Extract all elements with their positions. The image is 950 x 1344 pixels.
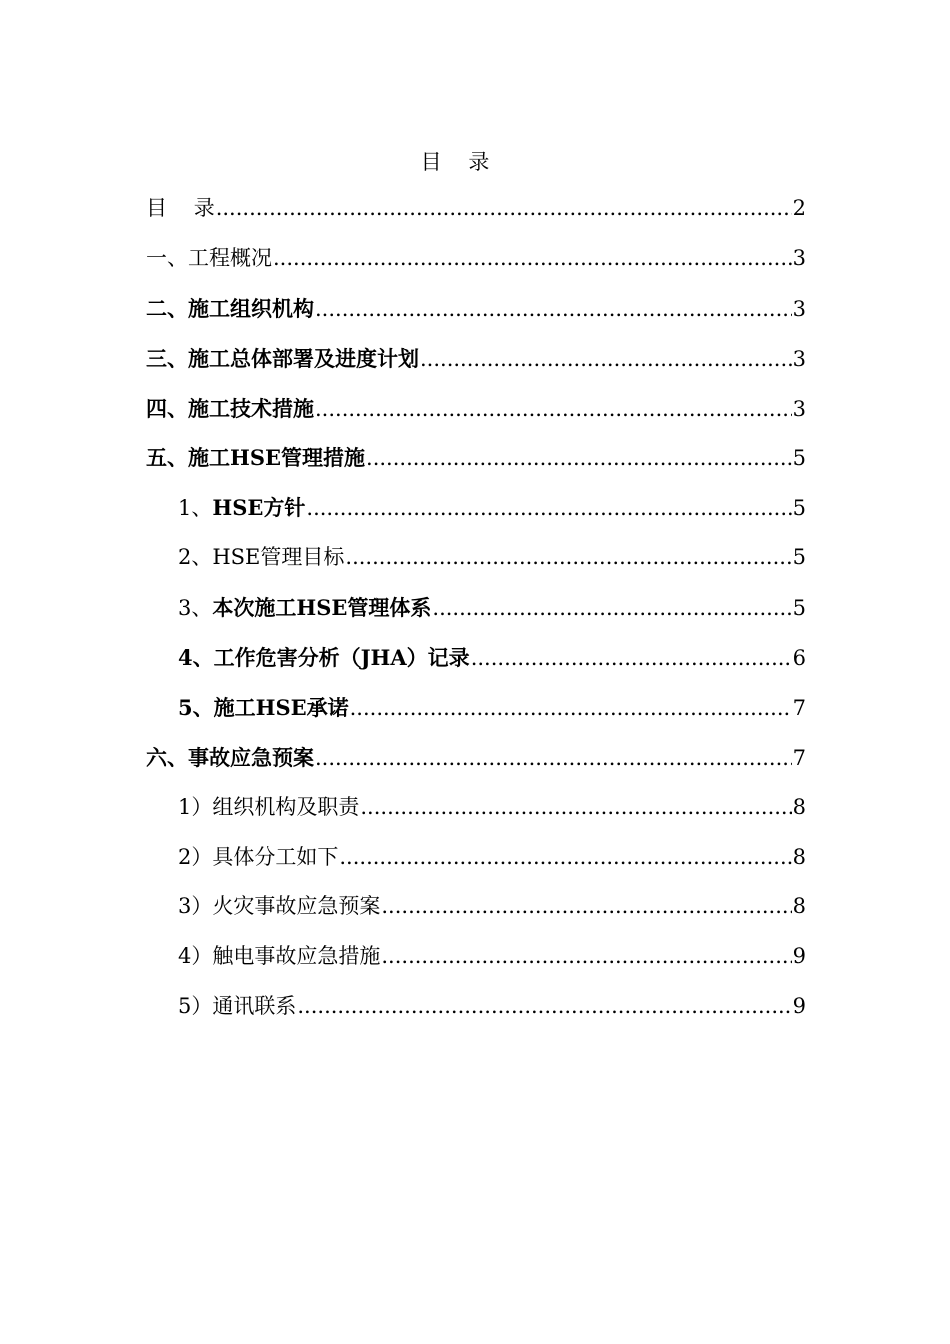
toc-entry[interactable] [146,184,806,234]
toc-entry-page: 2 [792,196,806,220]
toc-dot-leader [360,783,791,833]
toc-entry-label: 2、HSE管理目标 [178,545,345,570]
toc-entry-label: 5）通讯联系 [178,994,297,1019]
toc-dot-leader [315,385,792,435]
toc-dot-leader [381,882,791,932]
toc-dot-leader [381,932,791,982]
toc-entry-label: 一、工程概况 [146,245,272,270]
toc-entry[interactable] [146,433,806,483]
toc-entry-label: 3）火灾事故应急预案 [178,894,381,919]
toc-entry-page: 5 [792,446,806,471]
toc-entry[interactable] [146,234,806,284]
toc-entry-label: 本次施工HSE管理体系 [212,595,432,621]
toc-entry-page: 9 [792,994,806,1019]
toc-entry-prefix: 1、 [178,496,213,521]
toc-entry-page: 3 [792,346,806,371]
toc-entry-label: 六、事故应急预案 [146,744,314,770]
toc-entry-page: 3 [792,245,806,270]
toc-dot-leader [471,634,792,684]
toc-entry-page: 3 [792,396,806,421]
toc-entry-label: 4、工作危害分析（JHA）记录 [178,645,470,671]
toc-list [146,184,806,1032]
toc-entry-label: 目 录 [146,196,215,220]
toc-entry[interactable] [146,833,806,883]
toc-entry[interactable] [146,683,806,733]
toc-entry-page: 5 [792,596,806,621]
toc-entry[interactable] [146,384,806,434]
toc-entry[interactable] [146,284,806,334]
toc-dot-leader [345,533,791,583]
toc-entry[interactable] [146,932,806,982]
toc-entry-label: 四、施工技术措施 [146,395,314,421]
toc-entry[interactable] [146,882,806,932]
toc-dot-leader [339,833,791,883]
toc-entry-prefix: 3、 [178,596,213,621]
toc-dot-leader [315,734,792,784]
toc-entry-label: 5、施工HSE承诺 [178,694,349,720]
toc-entry-page: 7 [792,695,806,720]
toc-entry-label: 三、施工总体部署及进度计划 [146,345,419,371]
toc-entry-page: 5 [792,545,806,570]
toc-entry-page: 6 [792,646,806,671]
toc-entry[interactable] [146,334,806,384]
toc-dot-leader [297,982,791,1032]
toc-heading: 目 录 [420,150,490,174]
toc-entry-page: 8 [792,794,806,819]
toc-entry-page: 9 [792,944,806,969]
toc-dot-leader [306,484,791,534]
toc-entry-page: 5 [792,496,806,521]
toc-dot-leader [366,434,792,484]
toc-entry[interactable] [146,982,806,1032]
toc-entry-label: 二、施工组织机构 [146,295,314,321]
toc-entry[interactable] [146,533,806,583]
toc-entry-label: HSE方针 [212,495,306,521]
toc-entry-page: 8 [792,844,806,869]
toc-dot-leader [315,285,792,335]
toc-entry[interactable] [146,783,806,833]
toc-entry-label: 2）具体分工如下 [178,844,339,869]
toc-entry-label: 1）组织机构及职责 [178,794,360,819]
toc-entry[interactable] [146,483,806,533]
toc-dot-leader [350,684,792,734]
toc-entry[interactable] [146,583,806,633]
toc-dot-leader [432,584,791,634]
toc-dot-leader [420,335,792,385]
toc-dot-leader [273,234,792,284]
toc-entry-label: 4）触电事故应急措施 [178,944,381,969]
toc-entry[interactable] [146,733,806,783]
toc-entry-page: 3 [792,296,806,321]
toc-entry-label: 五、施工HSE管理措施 [146,445,366,471]
toc-entry-page: 8 [792,894,806,919]
toc-entry[interactable] [146,633,806,683]
toc-dot-leader [216,184,792,234]
toc-entry-page: 7 [792,745,806,770]
